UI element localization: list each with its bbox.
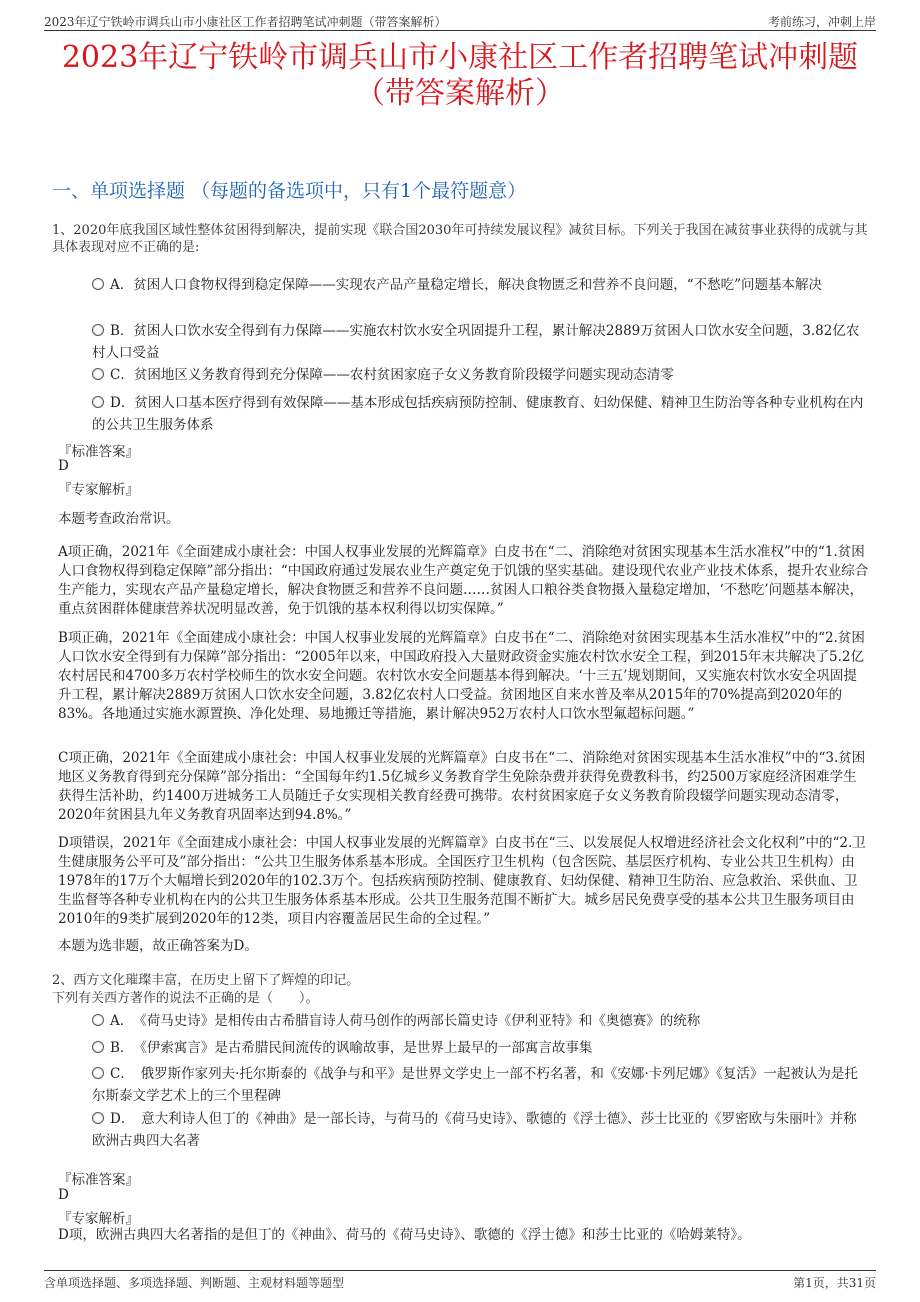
page-header [44, 10, 876, 31]
footer-note: 含单项选择题、多项选择题、判断题、主观材料题等题型 [44, 1276, 345, 1290]
option-label: D．贫困人口基本医疗得到有效保障——基本形成包括疾病预防控制、健康教育、妇幼保健、精神卫生防治等各种专业机构在内的公共卫生服务体系 [92, 395, 864, 433]
q1-answer-tag: 『标准答案』 [58, 444, 139, 460]
radio-icon[interactable] [92, 368, 104, 380]
option-label: B．贫困人口饮水安全得到有力保障——实施农村饮水安全巩固提升工程，累计解决2889万贫困人口饮水安全问题，3.82亿农村人口受益 [92, 323, 860, 361]
section-heading: 一、单项选择题 （每题的备选项中，只有1个最符题意） [52, 180, 527, 202]
q1-analysis-a: A项正确，2021年《全面建成小康社会：中国人权事业发展的光辉篇章》白皮书在“二、消除绝对贫困实现基本生活水准权”中的“1.贫困人口食物权得到稳定保障”部分指出：“中国政府通过发展农业生产奠定免于饥饿的坚实基础。建设现代农业产业技术体系，提升农业综合生产能力，实现农产品产量稳定增长，解决食物匮乏和营养不良问题……贫困人口粮谷类食物摄入量稳定增加，‘不愁吃’问题基本解决，重点贫困群体健康营养状况明显改善，免于饥饿的基本权利得以切实保障。” [58, 544, 869, 617]
option-label: B． 《伊索寓言》是古希腊民间流传的讽喻故事，是世界上最早的一部寓言故事集 [110, 1040, 593, 1056]
document-title [40, 40, 880, 112]
radio-icon[interactable] [92, 1014, 104, 1026]
q2-option-d[interactable] [92, 1108, 870, 1152]
q1-option-a[interactable] [92, 274, 870, 296]
option-label: C． 俄罗斯作家列夫·托尔斯泰的《战争与和平》是世界文学史上一部不朽名著，和《安娜·卡列尼娜》《复活》一起被认为是托尔斯泰文学艺术上的三个里程碑 [92, 1066, 858, 1104]
radio-icon[interactable] [92, 278, 104, 290]
q1-analysis-intro: 本题考查政治常识。 [58, 511, 180, 527]
q1-analysis-tag: 『专家解析』 [58, 482, 139, 498]
option-label: A．贫困人口食物权得到稳定保障——实现农产品产量稳定增长，解决食物匮乏和营养不良问题，“不愁吃”问题基本解决 [110, 277, 823, 293]
q1-analysis-d: D项错误，2021年《全面建成小康社会：中国人权事业发展的光辉篇章》白皮书在“三、以发展促人权增进经济社会文化权利”中的“2.卫生健康服务公平可及”部分指出：“公共卫生服务体系基本形成。全国医疗卫生机构（包含医院、基层医疗机构、专业公共卫生机构）由1978年的17万个大幅增长到2020年的102.3万个。包括疾病预防控制、健康教育、妇幼保健、精神卫生防治、应急救治、采供血、卫生监督等各种专业机构在内的公共卫生服务体系基本形成。公共卫生服务范围不断扩大。城乡居民免费享受的基本公共卫生服务项目由2010年的9类扩展到2020年的12类，项目内容覆盖居民生命的全过程。” [58, 835, 866, 927]
header-slogan: 考前练习，冲刺上岸 [767, 15, 876, 29]
q1-option-c[interactable] [92, 364, 870, 386]
q2-option-c[interactable] [92, 1063, 870, 1107]
q1-option-b[interactable] [92, 320, 870, 364]
q2-stem-line-1: 2、西方文化璀璨丰富，在历史上留下了辉煌的印记。 [52, 973, 360, 988]
radio-icon[interactable] [92, 396, 104, 408]
radio-icon[interactable] [92, 1112, 104, 1124]
q1-conclusion: 本题为选非题，故正确答案为D。 [58, 938, 258, 954]
header-doc-title: 2023年辽宁铁岭市调兵山市小康社区工作者招聘笔试冲刺题（带答案解析） [44, 15, 447, 29]
q1-option-d[interactable] [92, 392, 870, 436]
radio-icon[interactable] [92, 324, 104, 336]
q1-stem: 1、2020年底我国区域性整体贫困得到解决，提前实现《联合国2030年可持续发展议程》减贫目标。下列关于我国在减贫事业获得的成就与其具体表现对应不正确的是: [52, 223, 868, 255]
q2-stem-line-2: 下列有关西方著作的说法不正确的是（ ）。 [52, 991, 319, 1006]
q2-answer: D [58, 1187, 69, 1203]
option-label: C．贫困地区义务教育得到充分保障——农村贫困家庭子女义务教育阶段辍学问题实现动态清零 [110, 367, 674, 383]
option-label: A． 《荷马史诗》是相传由古希腊盲诗人荷马创作的两部长篇史诗《伊利亚特》和《奥德赛》的统称 [110, 1013, 701, 1029]
title-line-2: （带答案解析） [355, 76, 565, 111]
radio-icon[interactable] [92, 1041, 104, 1053]
q2-option-b[interactable] [92, 1037, 870, 1059]
radio-icon[interactable] [92, 1067, 104, 1079]
page-footer [44, 1270, 876, 1291]
option-label: D． 意大利诗人但丁的《神曲》是一部长诗，与荷马的《荷马史诗》、歌德的《浮士德》、莎士比亚的《罗密欧与朱丽叶》并称欧洲古典四大名著 [92, 1111, 857, 1149]
q1-analysis-c: C项正确，2021年《全面建成小康社会：中国人权事业发展的光辉篇章》白皮书在“二、消除绝对贫困实现基本生活水准权”中的“3.贫困地区义务教育得到充分保障”部分指出：“全国每年约1.5亿城乡义务教育学生免除杂费并获得免费教科书，约2500万家庭经济困难学生获得生活补助，约1400万进城务工人员随迁子女实现相关教育经费可携带。农村贫困家庭子女义务教育阶段辍学问题实现动态清零，2020年贫困县九年义务教育巩固率达到94.8%。” [58, 750, 866, 823]
q2-option-a[interactable] [92, 1010, 870, 1032]
q2-analysis: D项，欧洲古典四大名著指的是但丁的《神曲》、荷马的《荷马史诗》、歌德的《浮士德》和莎士比亚的《哈姆莱特》。 [58, 1227, 751, 1243]
q2-answer-tag: 『标准答案』 [58, 1172, 139, 1188]
q1-answer: D [58, 458, 69, 474]
page-number: 第1页，共31页 [793, 1276, 876, 1290]
q2-analysis-tag: 『专家解析』 [58, 1211, 139, 1227]
title-line-1: 2023年辽宁铁岭市调兵山市小康社区工作者招聘笔试冲刺题 [61, 40, 859, 75]
q1-analysis-b: B项正确，2021年《全面建成小康社会：中国人权事业发展的光辉篇章》白皮书在“二、消除绝对贫困实现基本生活水准权”中的“2.贫困人口饮水安全得到有力保障”部分指出：“2005年以来，中国政府投入大量财政资金实施农村饮水安全工程，到2015年末共解决了5.2亿农村居民和4700多万农村学校师生的饮水安全问题。农村饮水安全问题基本得到解决。‘十三五’规划期间，又实施农村饮水安全巩固提升工程，累计解决2889万贫困人口饮水安全问题，3.82亿农村人口受益。贫困地区自来水普及率从2015年的70%提高到2020年的83%。各地通过实施水源置换、净化处理、易地搬迁等措施，累计解决952万农村人口饮水型氟超标问题。” [58, 630, 865, 722]
